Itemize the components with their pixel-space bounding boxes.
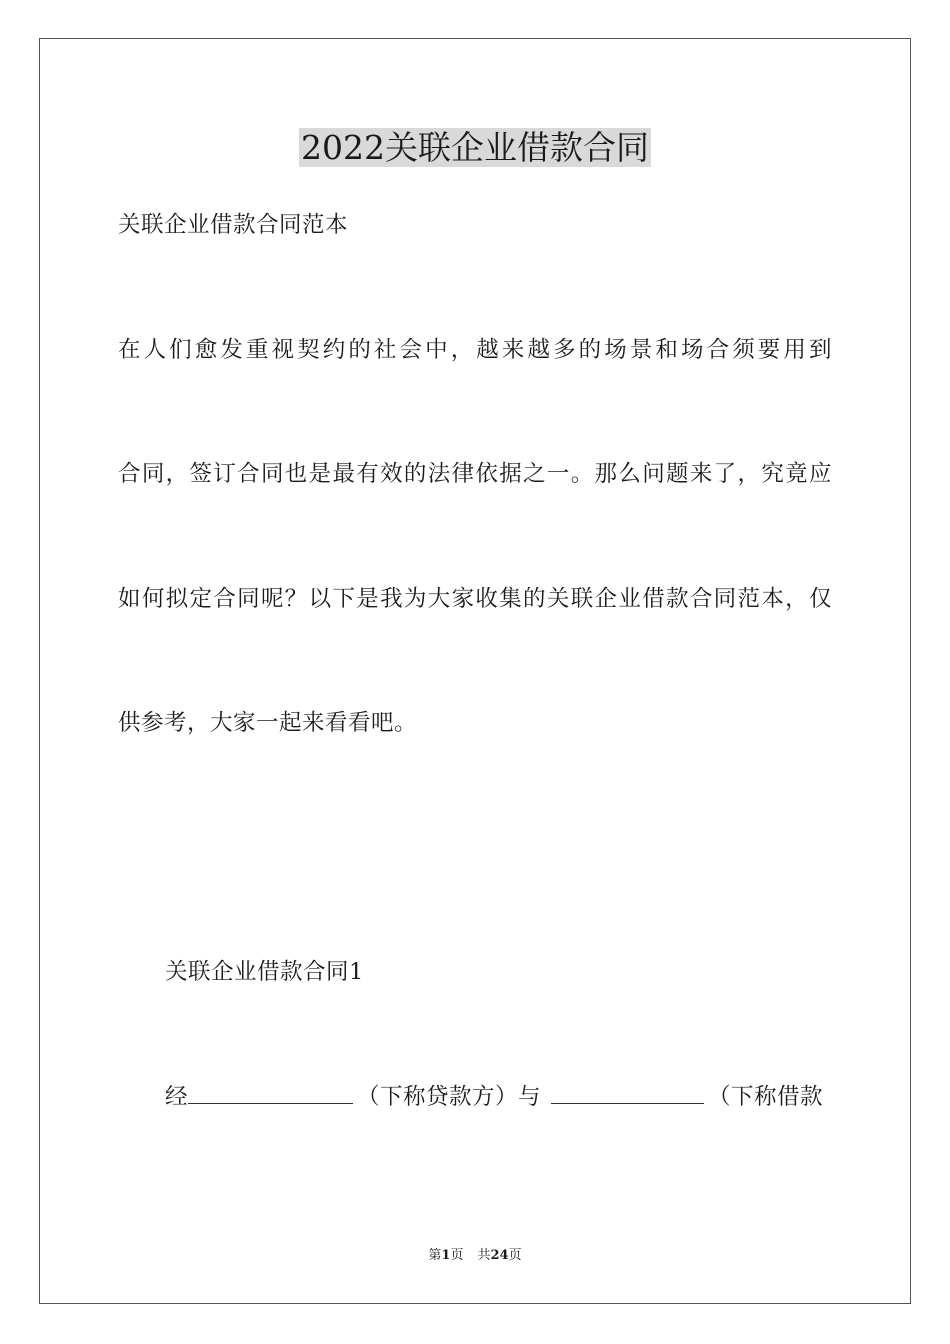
document-title [0, 126, 950, 170]
intro-paragraph-line-2: 合同，签订合同也是最有效的法律依据之一。那么问题来了，究竟应 [118, 461, 832, 487]
intro-paragraph-line-4: 供参考，大家一起来看看吧。 [118, 710, 418, 736]
total-prefix: 共 [477, 1248, 491, 1263]
intro-paragraph-line-1: 在人们愈发重视契约的社会中，越来越多的场景和场合须要用到 [118, 337, 832, 363]
section-heading: 关联企业借款合同1 [165, 959, 364, 985]
total-suffix: 页 [508, 1248, 522, 1263]
page-footer [0, 1247, 950, 1265]
borrower-name-blank [551, 1081, 704, 1104]
page-prefix: 第 [428, 1248, 442, 1263]
contract-prefix: 经 [165, 1084, 189, 1110]
lender-name-blank [188, 1081, 353, 1104]
lender-label: （下称贷款方）与 [357, 1084, 542, 1110]
borrower-label: （下称借款 [708, 1084, 824, 1110]
intro-paragraph-line-3: 如何拟定合同呢？以下是我为大家收集的关联企业借款合同范本，仅 [118, 586, 832, 612]
document-title-text: 2022关联企业借款合同 [301, 128, 649, 167]
total-pages: 24 [490, 1248, 509, 1263]
contract-party-line [165, 1081, 823, 1112]
page-number: 1 [441, 1248, 451, 1263]
document-subtitle: 关联企业借款合同范本 [118, 212, 349, 238]
page-suffix: 页 [450, 1248, 464, 1263]
